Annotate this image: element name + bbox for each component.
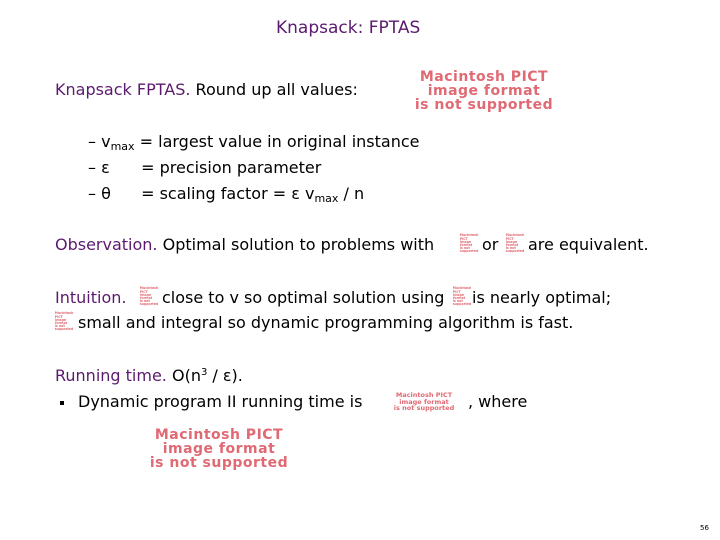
def-epsilon: – ε = precision parameter [88,158,322,177]
observation-label: Observation. [55,235,158,254]
observation-or: or [482,235,499,254]
page-number: 56 [700,524,709,532]
intuition-text2: is nearly optimal; [472,288,612,307]
running-bullet: Dynamic program II running time is [60,392,362,411]
observation-tail: are equivalent. [528,235,649,254]
intuition-label: Intuition. [55,288,127,307]
observation-line: Observation. Optimal solution to problems with [55,235,435,254]
def-vmax: – $v_{max}$ = largest value in original instance [88,132,420,153]
intuition-text3: small and integral so dynamic programming algorithm is fast. [78,313,574,332]
pict-placeholder-where-formula: Macintosh PICT image format is not supported [149,427,289,471]
pict-placeholder-obs-1: Macintosh PICT image format is not supported [459,233,479,254]
intro-line [55,80,358,99]
pict-placeholder-running-time: Macintosh PICT image format is not supported [393,391,455,413]
pict-placeholder-intuition-2: Macintosh PICT image format is not supported [452,286,472,307]
pict-placeholder-intuition-1: Macintosh PICT image format is not supported [139,286,159,307]
pict-placeholder-obs-2: Macintosh PICT image format is not supported [505,233,525,254]
intro-text: Round up all values: [195,80,358,99]
slide-title: Knapsack: FPTAS [276,18,421,38]
pict-placeholder-rounding-formula: Macintosh PICT image format is not supported [414,69,554,113]
bullet-icon [60,401,64,405]
intro-label: Knapsack FPTAS. [55,80,191,99]
def-theta: – θ = scaling factor = ε $v_{max}$ / n [88,184,365,205]
pict-placeholder-intuition-3: Macintosh PICT image format is not supported [54,311,74,332]
intuition-text1: close to v so optimal solution using [162,288,445,307]
running-where: , where [468,392,528,411]
running-time-line: Running time. $O(n^3 / \varepsilon)$. [55,366,243,385]
running-label: Running time. [55,366,167,385]
